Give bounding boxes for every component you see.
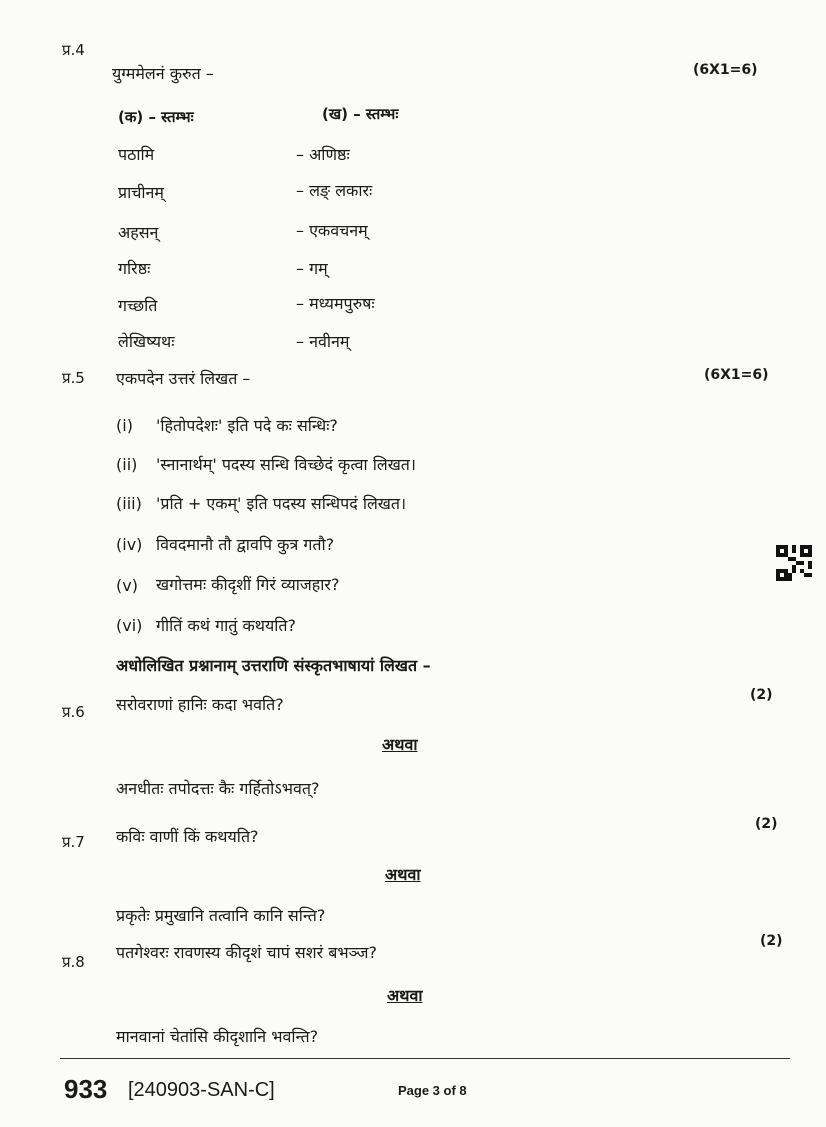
q4-row-a: अहसन् [118, 223, 159, 242]
footer-code-big: 933 [64, 1074, 108, 1104]
q5-item-label: (i) [116, 416, 133, 435]
q6-question: सरोवराणां हानिः कदा भवति? [116, 695, 284, 714]
q4-row-b: – नवीनम् [296, 332, 350, 351]
q5-item-text: 'प्रति + एकम्' इति पदस्य सन्धिपदं लिखत। [156, 494, 407, 513]
q7-question: कविः वाणीं किं कथयति? [116, 827, 259, 846]
q7-marks: (2) [755, 816, 778, 832]
q5-item-text: 'हितोपदेशः' इति पदे कः सन्धिः? [156, 416, 338, 435]
long-answer-instruction: अधोलिखित प्रश्नानाम् उत्तराणि संस्कृतभाषायां लिखत – [116, 656, 431, 675]
q5-item-text: गीतिं कथं गातुं कथयति? [156, 616, 297, 635]
q4-row-b: – मध्यमपुरुषः [296, 294, 375, 313]
q5-item-label: (iv) [116, 535, 143, 554]
q5-item-label: (ii) [116, 455, 138, 474]
q4-row-a: लेखिष्यथः [118, 332, 175, 351]
q4-marks: (6X1=6) [693, 62, 758, 78]
q5-item-label: (v) [116, 576, 138, 595]
q4-title: युग्ममेलनं कुरुत – [112, 64, 214, 83]
q4-col-a-header: (क) – स्तम्भः [118, 108, 194, 126]
q5-marks: (6X1=6) [704, 367, 769, 383]
q5-number: प्र.5 [62, 369, 85, 387]
q6-marks: (2) [750, 687, 773, 703]
q4-row-a: प्राचीनम् [118, 183, 165, 202]
q5-item-text: 'स्नानार्थम्' पदस्य सन्धि विच्छेदं कृत्वा लिखत। [156, 455, 416, 474]
q4-row-b: – गम् [296, 259, 328, 278]
q4-row-a: गच्छति [118, 296, 158, 315]
q4-col-b-header: (ख) – स्तम्भः [322, 105, 399, 123]
q4-row-a: पठामि [118, 145, 155, 164]
q5-item-text: विवदमानौ तौ द्वावपि कुत्र गतौ? [156, 535, 335, 554]
footer-divider [60, 1058, 790, 1059]
qr-code-icon [776, 545, 812, 581]
q8-alt-question: मानवानां चेतांसि कीदृशानि भवन्ति? [116, 1027, 319, 1046]
q8-number: प्र.8 [62, 953, 85, 971]
q5-title: एकपदेन उत्तरं लिखत – [116, 369, 251, 388]
q4-number: प्र.4 [62, 41, 85, 59]
q5-item-label: (vi) [116, 616, 143, 635]
q4-row-b: – अणिष्ठः [296, 145, 350, 164]
q4-row-b: – एकवचनम् [296, 221, 368, 240]
q8-athava: अथवा [387, 986, 423, 1005]
q7-athava: अथवा [385, 865, 421, 884]
footer-code: [240903-SAN-C] [128, 1079, 275, 1101]
q4-row-a: गरिष्ठः [118, 259, 151, 278]
q7-number: प्र.7 [62, 833, 85, 851]
q8-question: पतगेश्वरः रावणस्य कीदृशं चापं सशरं बभञ्ज? [116, 943, 377, 962]
q4-row-b: – लङ् लकारः [296, 181, 373, 200]
q6-athava: अथवा [382, 735, 418, 754]
q5-item-text: खगोत्तमः कीदृशीं गिरं व्याजहार? [156, 575, 340, 594]
q5-item-label: (iii) [116, 494, 142, 513]
q7-alt-question: प्रकृतेः प्रमुखानि तत्वानि कानि सन्ति? [116, 906, 326, 925]
page-number: Page 3 of 8 [398, 1083, 467, 1098]
q6-alt-question: अनधीतः तपोदत्तः कैः गर्हितोऽभवत्? [116, 779, 320, 798]
q6-number: प्र.6 [62, 703, 85, 721]
q8-marks: (2) [760, 933, 783, 949]
